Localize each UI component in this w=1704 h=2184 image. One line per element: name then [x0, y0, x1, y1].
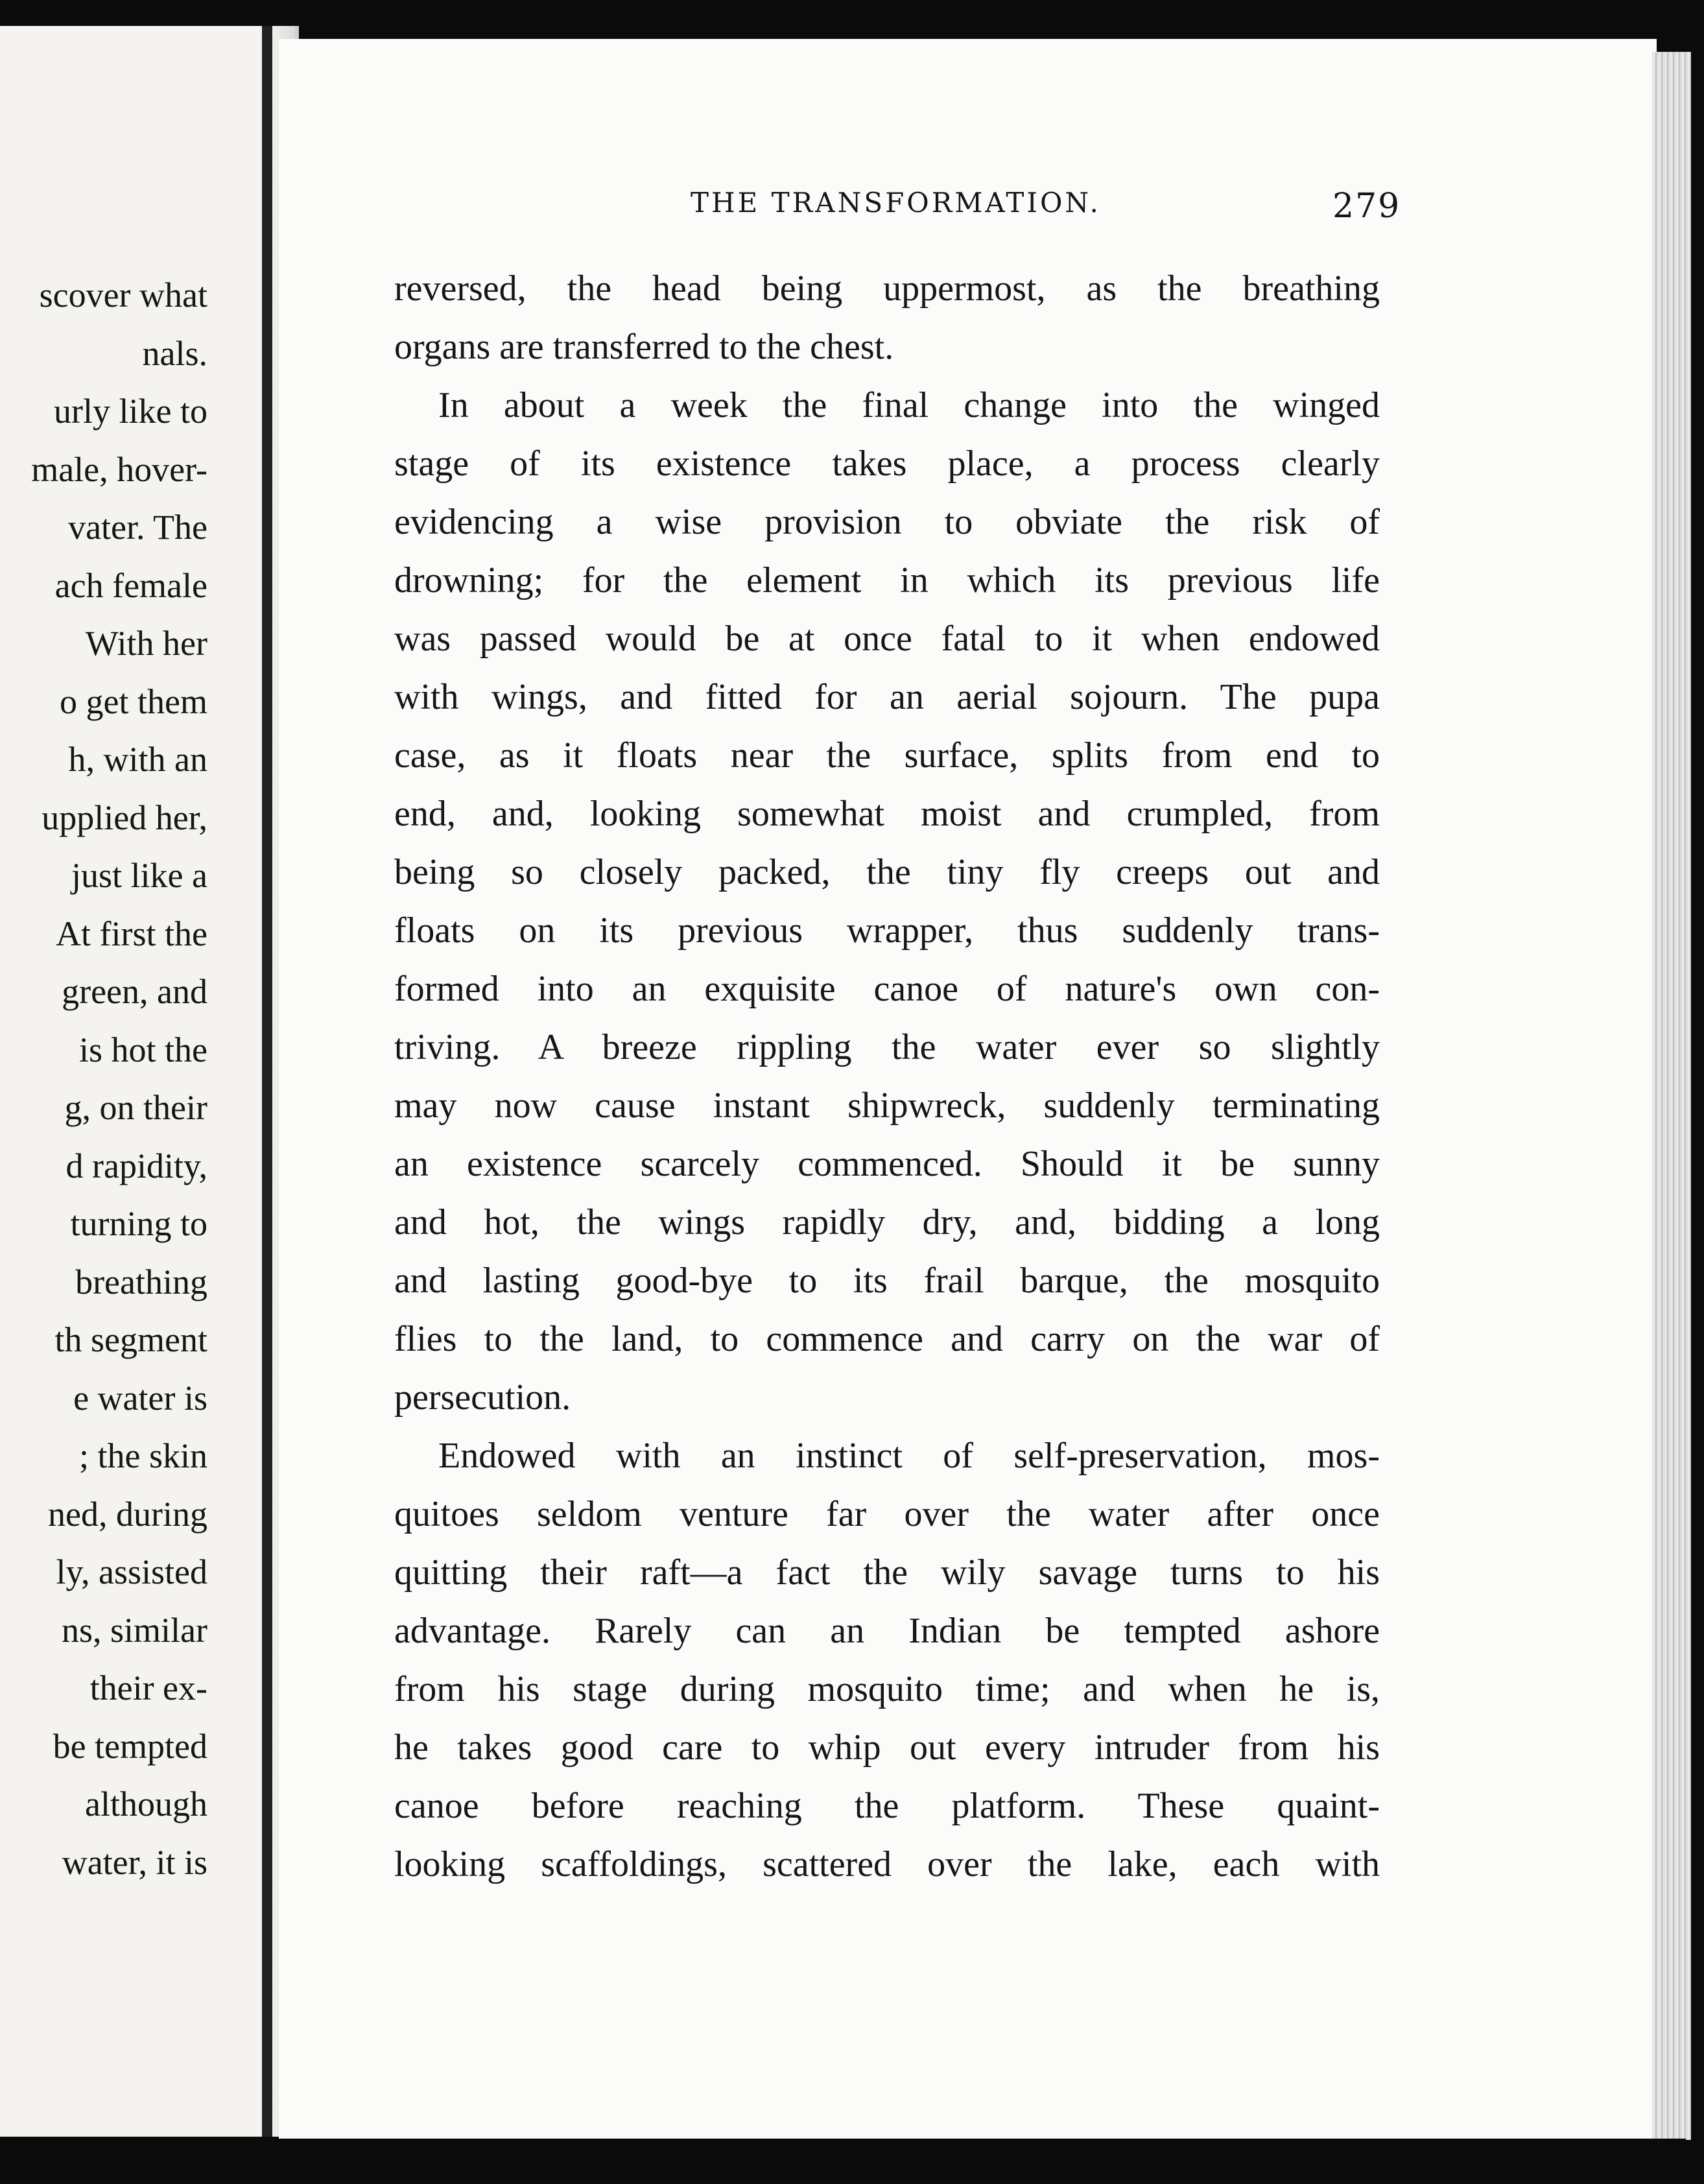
left-page-text-line: ly, assisted	[56, 1552, 207, 1591]
text-line: flies to the land, to commence and carry on the war of	[394, 1319, 1380, 1359]
left-page-text-line: just like a	[71, 856, 207, 895]
text-line: floats on its previous wrapper, thus suddenly trans-	[394, 910, 1380, 951]
text-line: triving. A breeze rippling the water ever so slightly	[394, 1027, 1380, 1067]
left-page-text-line: o get them	[60, 682, 207, 721]
text-line: quitting their raft—a fact the wily savage turns to his	[394, 1552, 1380, 1593]
left-page-text-line: d rapidity,	[65, 1146, 207, 1185]
left-page-text-line: ns, similar	[62, 1610, 207, 1650]
text-line: advantage. Rarely can an Indian be tempted ashore	[394, 1611, 1380, 1651]
body-text	[394, 259, 1380, 1893]
left-page-text-line: turning to	[70, 1204, 207, 1243]
left-page-text-line: nals.	[142, 333, 207, 373]
text-line: organs are transferred to the chest.	[394, 327, 894, 367]
left-page-fragment	[0, 26, 299, 2137]
left-page-text-line: vater. The	[68, 508, 207, 547]
text-line: looking scaffoldings, scattered over the lake, each with	[394, 1844, 1380, 1884]
text-line: from his stage during mosquito time; and when he is,	[394, 1669, 1380, 1709]
left-page-text-line: g, on their	[64, 1088, 207, 1127]
text-line: and hot, the wings rapidly dry, and, bidding a long	[394, 1202, 1380, 1242]
left-page-text-line: th segment	[54, 1320, 207, 1359]
left-page-text-line: e water is	[73, 1378, 207, 1418]
left-page-text-line: scover what	[39, 276, 207, 315]
left-page-text-line: h, with an	[68, 740, 207, 779]
text-line: being so closely packed, the tiny fly creeps out and	[394, 852, 1380, 892]
text-line: end, and, looking somewhat moist and crumpled, from	[394, 794, 1380, 834]
left-page-text-line: ach female	[54, 565, 207, 605]
left-page-text-line: green, and	[62, 972, 207, 1011]
text-line: persecution.	[394, 1377, 571, 1418]
left-page-text-line: is hot the	[79, 1030, 207, 1069]
text-line: with wings, and fitted for an aerial sojourn. The pupa	[394, 677, 1380, 717]
text-line: quitoes seldom venture far over the water after once	[394, 1494, 1380, 1534]
left-page-text-line: ned, during	[48, 1494, 207, 1534]
left-page-text-line: upplied her,	[41, 798, 207, 837]
page-stack-edge	[1652, 52, 1691, 2140]
text-line: and lasting good-bye to its frail barque, the mosquito	[394, 1261, 1380, 1301]
text-line: Endowed with an instinct of self-preservation, mos-	[438, 1436, 1380, 1476]
left-page-text-line: With her	[85, 624, 207, 663]
gutter-rule	[262, 26, 272, 2137]
left-page-text-line: their ex-	[89, 1668, 207, 1707]
text-line: formed into an exquisite canoe of nature's own con-	[394, 969, 1380, 1009]
left-page-text-line: water, it is	[62, 1842, 207, 1882]
left-page-text-line: urly like to	[54, 392, 207, 431]
text-line: case, as it floats near the surface, splits from end to	[394, 735, 1380, 776]
text-line: In about a week the final change into the winged	[438, 385, 1380, 425]
text-line: an existence scarcely commenced. Should it be sunny	[394, 1144, 1380, 1184]
text-line: was passed would be at once fatal to it when endowed	[394, 619, 1380, 659]
left-page-text-line: male, hover-	[31, 449, 207, 489]
text-line: stage of its existence takes place, a process clearly	[394, 444, 1380, 484]
left-page-text-line: although	[85, 1785, 207, 1823]
page-number: 279	[1332, 187, 1401, 226]
text-line: may now cause instant shipwreck, suddenly terminating	[394, 1086, 1380, 1126]
text-line: drowning; for the element in which its previous life	[394, 560, 1380, 600]
left-page-text-line: ; the skin	[79, 1436, 207, 1475]
text-line: canoe before reaching the platform. These quaint-	[394, 1786, 1380, 1826]
text-line: he takes good care to whip out every intruder from his	[394, 1727, 1380, 1768]
bottom-shadow	[279, 2139, 1686, 2184]
text-line: reversed, the head being uppermost, as the breathing	[394, 268, 1380, 309]
running-head: THE TRANSFORMATION.	[691, 187, 1101, 219]
left-page-text-line: breathing	[75, 1262, 207, 1301]
left-page-text-line: be tempted	[53, 1726, 207, 1766]
left-page-text-line: At first the	[56, 914, 207, 953]
text-line: evidencing a wise provision to obviate the risk of	[394, 502, 1380, 542]
